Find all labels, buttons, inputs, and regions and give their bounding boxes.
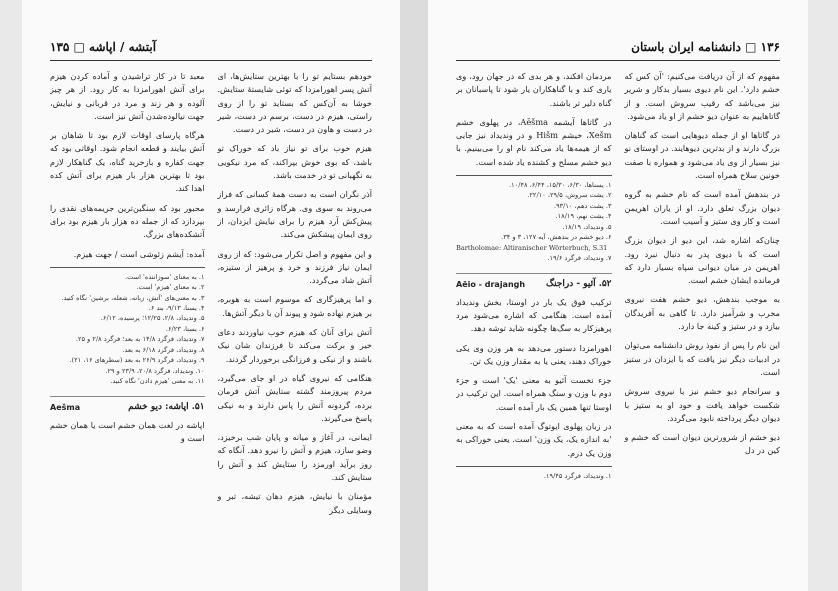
paragraph: هیزم خوب برای تو نیاز باد که خوراک تو باشد، که بوی خوش بپراکند، که مرد نیکویی به نگهبانی تو در خدمت باشد. [217, 143, 372, 181]
footnote: Bartholomae: Altiranischer Wörterbuch, S.31 [456, 243, 608, 252]
paragraph: آذر نگران است به دست همهٔ کسانی که فراز می‌روند به سوی وی. هرگاه زائری فرارسد و پیش‌کش آرد هیزم را برای نیایش ایزدان، از روی ایمان پیشکش می‌کند. [217, 189, 372, 240]
paragraph: این نام را پس از نفوذ روش دانشنامه می‌توان در ادبیات دیگر نیز یافت که با ایزدان در ستیز است. [624, 340, 780, 377]
paragraph: چنان‌که اشاره شد، این دیو از دیوان بزرگ است که با دیوی پدر به دنبال نبرد رود. اهریمن در میان دیوانی سپاه بسیار دارد که فرمانده ایشان خشم است. [624, 235, 780, 286]
entry-heading-latin: Aešma [50, 403, 81, 413]
paragraph: در گاتاها آیشمه Aēšma، در پهلوی خشم Xešm، خیشم Hišm و در وندیداد نیز جایی که از هیمه‌ها یاد می‌کند نام او را می‌بینیم. با دیو خشم مسلح و کشنده یاد شده است. [456, 116, 612, 167]
footnote: ۳. به معنی‌های 'آتش، زبانه، شعله، برشین' نگاه کنید. [61, 293, 205, 302]
column-right [624, 70, 780, 573]
paragraph: و سرانجام دیو خشم نیز با نیروی سروش شکست خواهد یافت و خود او به ستیز با دیوان دیگر پرداخته نابود می‌گردد. [624, 386, 780, 423]
paragraph: اهورامزدا دستور می‌دهد به هر وزن وی یکی خوراک دهند، یعنی یا به مقدار وزن یک تن. [456, 342, 612, 366]
paragraph: ترکیب فوق یک بار در اوستا، بخش وندیداد آمده است. هنگامی که اشاره می‌شود مرد پرهیزکار به سگ‌ها چگونه شاید توشه دهد. [456, 296, 612, 334]
footnote: ۱۱. به معنی 'هیزم دادن' نگاه کنید. [110, 376, 205, 385]
footnote: ۷. وندیداد، فرگرد ۱۹/۶. [547, 253, 612, 262]
footnote: ۱. به معنای 'سوزاننده' است. [125, 272, 205, 281]
paragraph: هنگامی که نیروی گیاه در او جای می‌گیرد، مردم پیروزمند گشته ستایش آتش فرمان برده، گردونه آتش را پاس دارند و به نیکی پاسخ می‌گیرند. [217, 372, 372, 423]
paragraph: محبور بود که سنگین‌ترین جریمه‌های نقدی را بپردازد که از جمله ده هزار بار هیزم بود برای آتشکده‌های بزرگ. [50, 202, 205, 240]
paragraph: آتش برای آنان که هیزم خوب نیاوردند دعای خیر و برکت می‌کند تا فرزندان شان نیک باشند و از نیکی و فرزانگی برخوردار گردند. [217, 327, 372, 364]
book-gutter [400, 0, 428, 591]
entry-heading-persian: ۵۱. اپاشه: دیو خشم [128, 402, 205, 413]
footnote: ۱. یسناها، ۶/۳۰، ۱۵/۳۰، ۶/۴۴، ۱۰/۴۸. [509, 181, 612, 190]
footnote: ۹. وندیداد، فرگرد ۲۶/۹ به بعد (سطرهای ۱۶، ۲۱). [69, 356, 205, 365]
footnote: ۴. یشت نهم، ۱۸/۱۹. [555, 212, 612, 221]
paragraph: در زبان پهلوی ایوتوگ آمده است که به معنی 'به اندازه یک، یک وزن' است. یعنی خوراکی به وزن یک درم. [456, 421, 612, 458]
footnote: ۶. دیو خشم در بندهش، آیه ۱۲۷، ۳ و ۳۴. [501, 233, 612, 242]
paragraph: و اما پرهیزگاری که موسوم است به هوبره، بر هیزم نهاده شود و پیوند آن با دیگر آتش‌ها. [217, 294, 372, 318]
column-right [217, 70, 372, 573]
paragraph: معبد تا در کار تراشیدن و آماده کردن هیزم برای آتش اهورامزدا به کار رود. از هر چیز آلوده و هر زند و مرد در قربانی و نیایش، جهت نیالوده‌شدن آتش نیز است. [50, 71, 205, 121]
footnote: ۵. وندیداد، ۲/۸، ۱۲/۲۵؛ پرسیده، ۶/۱۲. [100, 314, 205, 323]
paragraph: و این مفهوم و اصل تکرار می‌شود: که از روی ایمان نیاز فرزند و خرد و پرهیز از ستیزه، آتش شاد می‌گردد. [217, 248, 372, 286]
footnotes [456, 466, 612, 481]
paragraph: هرگاه پارسای اوقات لازم بود تا شاهان بر آتش بیایند و قطعه انجام شود. اوقاتی بود که جهت کفاره و بازخرید گناه، یک گناهکار لازم بود تا بهترین هزار بار هیزم برای آتش کده اهدا کند. [50, 130, 205, 194]
paragraph: در گاتاها او از جمله دیو‌هایی است که گناهان بزرگ دارند و از بدترین دیوهایند. در اوستای نو نیز بسیار از وی یاد می‌شود و همواره با صفت خونین سلاح همراه است. [624, 130, 780, 181]
paragraph: خودهم بستایم تو را با بهترین ستایش‌ها، ای آتش پسر اهورامزدا که توئی شایستهٔ ستایش. خوشا به آن‌کس که بستاید تو را از روی راستی، هیزم در دست، برسم در دست، شیر در دست و هاون در دست، شیر در دست. [217, 71, 372, 135]
footnote: ۶. یسنا، ۶/۲۳. [165, 324, 205, 333]
column-left [456, 70, 612, 573]
footnotes [456, 175, 612, 263]
paragraph: مؤمنان با نیایش، هیزم دهان تیشه، تبر و وسایلی دیگر [217, 491, 372, 515]
column-left [50, 70, 205, 573]
entry-heading-persian: ۵۲. آئیو - دراجنگ [546, 279, 612, 290]
page-header-title: آبتشه / اپاشه □ ۱۳۵ [50, 40, 157, 54]
entry-heading [456, 273, 612, 291]
paragraph: ایمانی، در آغاز و میانه و پایان شب برخیزد، وضو سازد، هیزم و آتش را نیرو دهد. آنگاه که روز برآید اورمزد را ستایش کند و آتش را ستایش کند. [217, 432, 372, 483]
footnote: ۳. یشت دهم، ۹۳/۱۰. [553, 201, 612, 210]
footnote: ۸. وندیداد، فرگرد ۶/۱۸ به بعد. [122, 345, 205, 354]
page-header-title: ۱۳۶ □ دانشنامه ایران باستان [631, 40, 780, 54]
paragraph: مردمان افکند، و هر بدی که در جهان رود، وی یاری کند و با گناهکاران یار شود تا پاسبانان بر گناه دلیر تر باشند. [456, 71, 612, 108]
footnote: ۱. وندیداد، فرگرد ۱۹/۴۵. [543, 471, 612, 480]
text-columns [50, 70, 372, 573]
paragraph: به موجب بندهش، دیو خشم هفت نیروی مخرب و شرآمیز دارد. تا گاهی به آفریدگان بیازد و در ستیز و کینه جا دارد. [624, 294, 780, 332]
footnote: ۲. به معنای 'هیزم' است. [136, 283, 205, 292]
page-header [50, 40, 372, 61]
paragraph: آمده: آیشم زئوشی است / جهت هیزم. [73, 248, 205, 259]
paragraph: مفهوم که از آن دریافت می‌کنیم: 'آن کس که خشم دارد'. این نام دیوی بسیار بدکار و شریر نیز می‌باشد که رقیب سروش است. و از گاتاهاییم به عنوان دیو خشم از او یاد می‌شود. [624, 71, 780, 121]
footnotes [50, 267, 205, 386]
paragraph: در بندهش آمده است که نام خشم به گروه دیوان بزرگ تعلق دارد. او از یاران اهریمن است و کار وی ستیز و آسیب است. [624, 189, 780, 226]
paragraph: دیو خشم از شرورترین دیوان است که خشم و کین در دل [624, 432, 780, 456]
footnote: ۲. یشت سروش، ۲۹/۵، ۲۲/۱۰. [527, 191, 612, 200]
entry-text: اپاشه در لغت همان خشم است یا همان خشم است و [50, 419, 205, 443]
right-page [428, 0, 808, 591]
entry-heading-latin: Aēio - drajangh [456, 280, 526, 290]
left-page [22, 0, 400, 591]
page-header [456, 40, 780, 61]
text-columns [456, 70, 780, 573]
footnote: ۱۰. وندیداد، فرگرد ۲۰/۸، ۲۳/۹ و ۲۹. [105, 366, 205, 375]
entry-heading [50, 396, 205, 414]
paragraph: جزء نخست آئیو به معنی 'یک' است و جزء دوم با وزن و سنگ همراه است. این ترکیب در اوستا تنها همین یک بار آمده است. [456, 375, 612, 412]
footnote: ۵. وندیداد، ۱۸/۱۹. [562, 222, 612, 231]
footnote: ۴. یسنا، ۹/۱۳، بند ۶. [148, 304, 205, 313]
footnote: ۷. وندیداد، فرگرد ۱۴/۸ به بعد؛ فرگرد ۲/۸ و ۲۵. [75, 335, 205, 344]
